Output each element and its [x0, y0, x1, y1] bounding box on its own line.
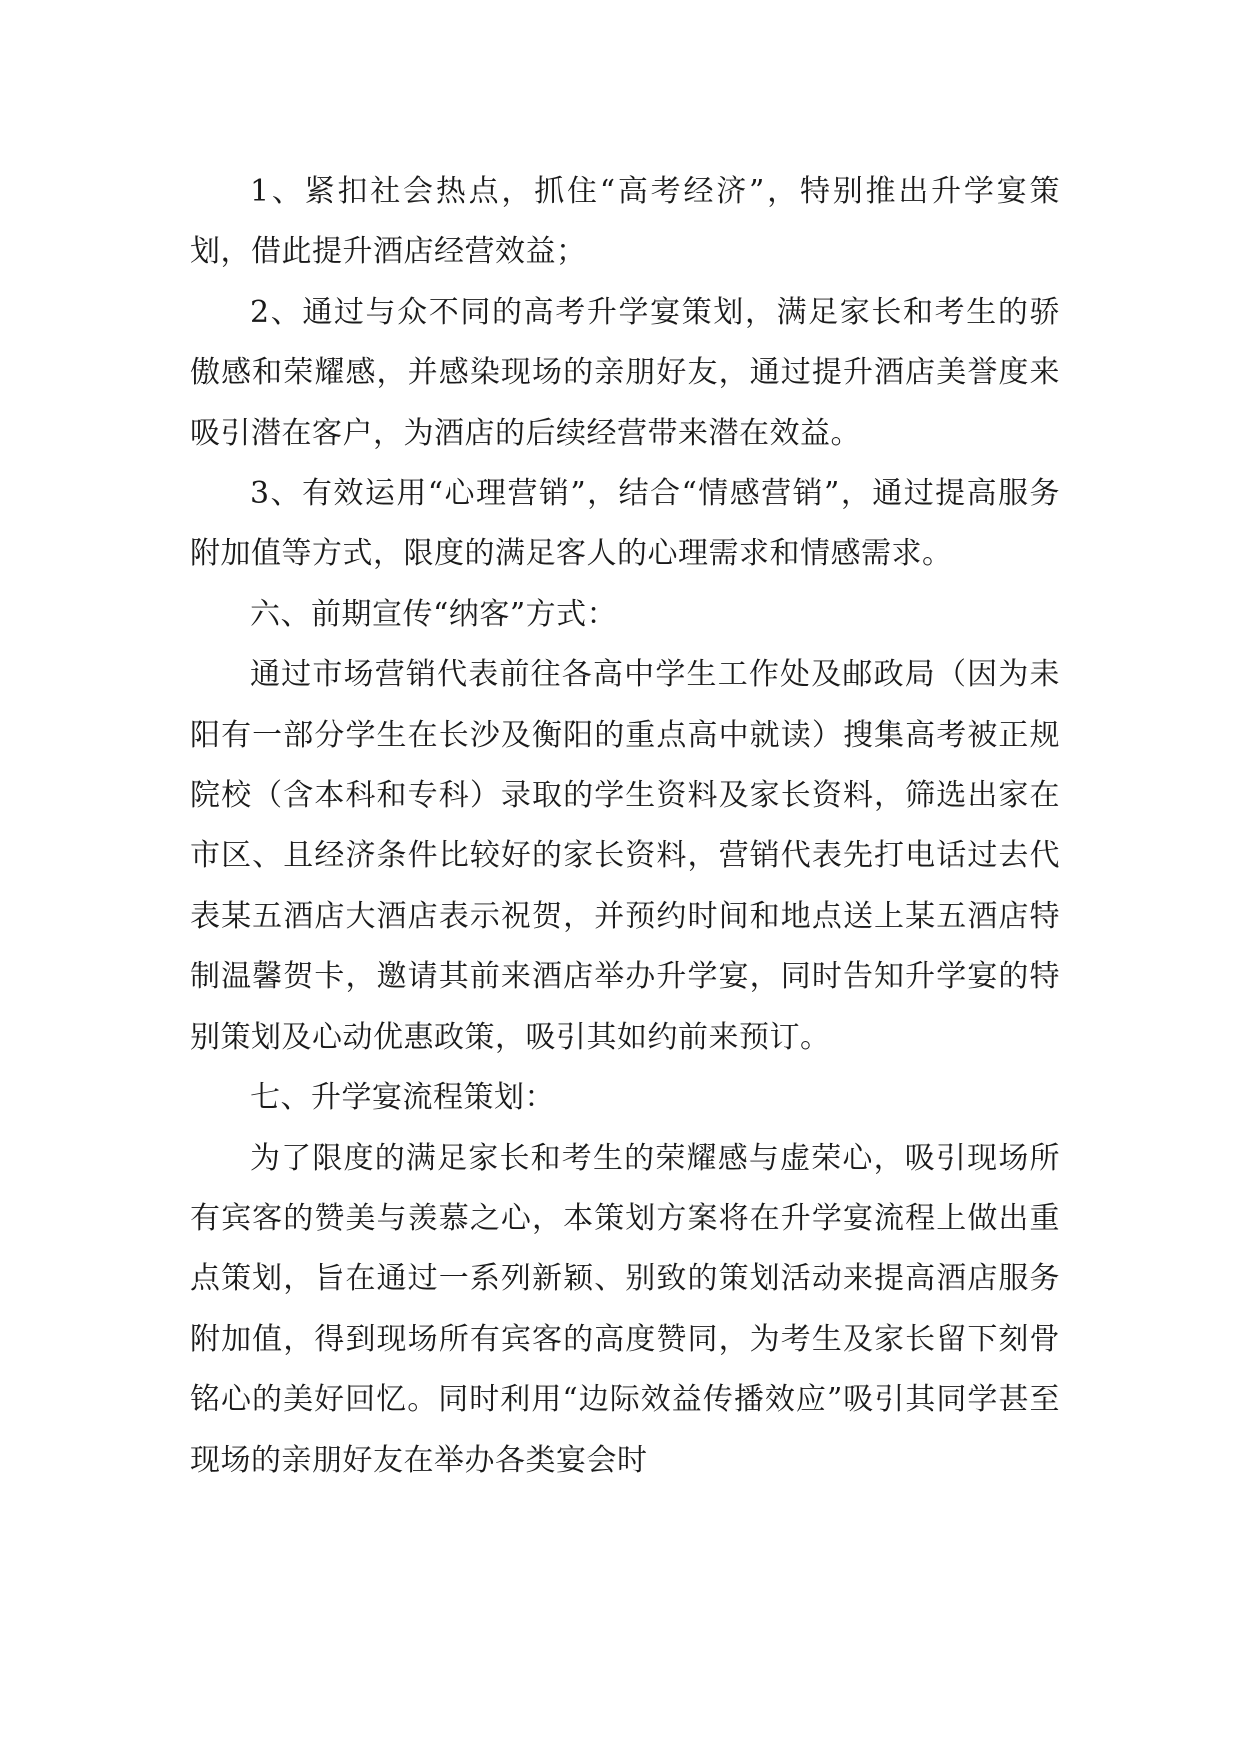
paragraph-goal-3: 3、有效运用“心理营销”，结合“情感营销”，通过提高服务附加值等方式，限度的满足客人的心理需求和情感需求。	[190, 476, 1060, 572]
paragraph-goal-2: 2、通过与众不同的高考升学宴策划，满足家长和考生的骄傲感和荣耀感，并感染现场的亲朋好友，通过提升酒店美誉度来吸引潜在客户，为酒店的后续经营带来潜在效益。	[190, 294, 1060, 451]
section-heading-process: 七、升学宴流程策划：	[250, 1080, 555, 1116]
paragraph-promotion: 通过市场营销代表前往各高中学生工作处及邮政局（因为耒阳有一部分学生在长沙及衡阳的重点高中就读）搜集高考被正规院校（含本科和专科）录取的学生资料及家长资料，筛选出家在市区、且经济条件比较好的家长资料，营销代表先打电话过去代表某五酒店大酒店表示祝贺，并预约时间和地点送上某五酒店特制温馨贺卡，邀请其前来酒店举办升学宴，同时告知升学宴的特别策划及心动优惠政策，吸引其如约前来预订。	[190, 657, 1060, 1055]
document-body	[190, 162, 1060, 1491]
paragraph-goal-1: 1、紧扣社会热点，抓住“高考经济”，特别推出升学宴策划，借此提升酒店经营效益；	[190, 174, 1060, 270]
paragraph-process: 为了限度的满足家长和考生的荣耀感与虚荣心，吸引现场所有宾客的赞美与羡慕之心，本策划方案将在升学宴流程上做出重点策划，旨在通过一系列新颖、别致的策划活动来提高酒店服务附加值，得到现场所有宾客的高度赞同，为考生及家长留下刻骨铭心的美好回忆。同时利用“边际效益传播效应”吸引其同学甚至现场的亲朋好友在举办各类宴会时	[190, 1140, 1060, 1478]
section-heading-promotion: 六、前期宣传“纳客”方式：	[250, 596, 618, 632]
